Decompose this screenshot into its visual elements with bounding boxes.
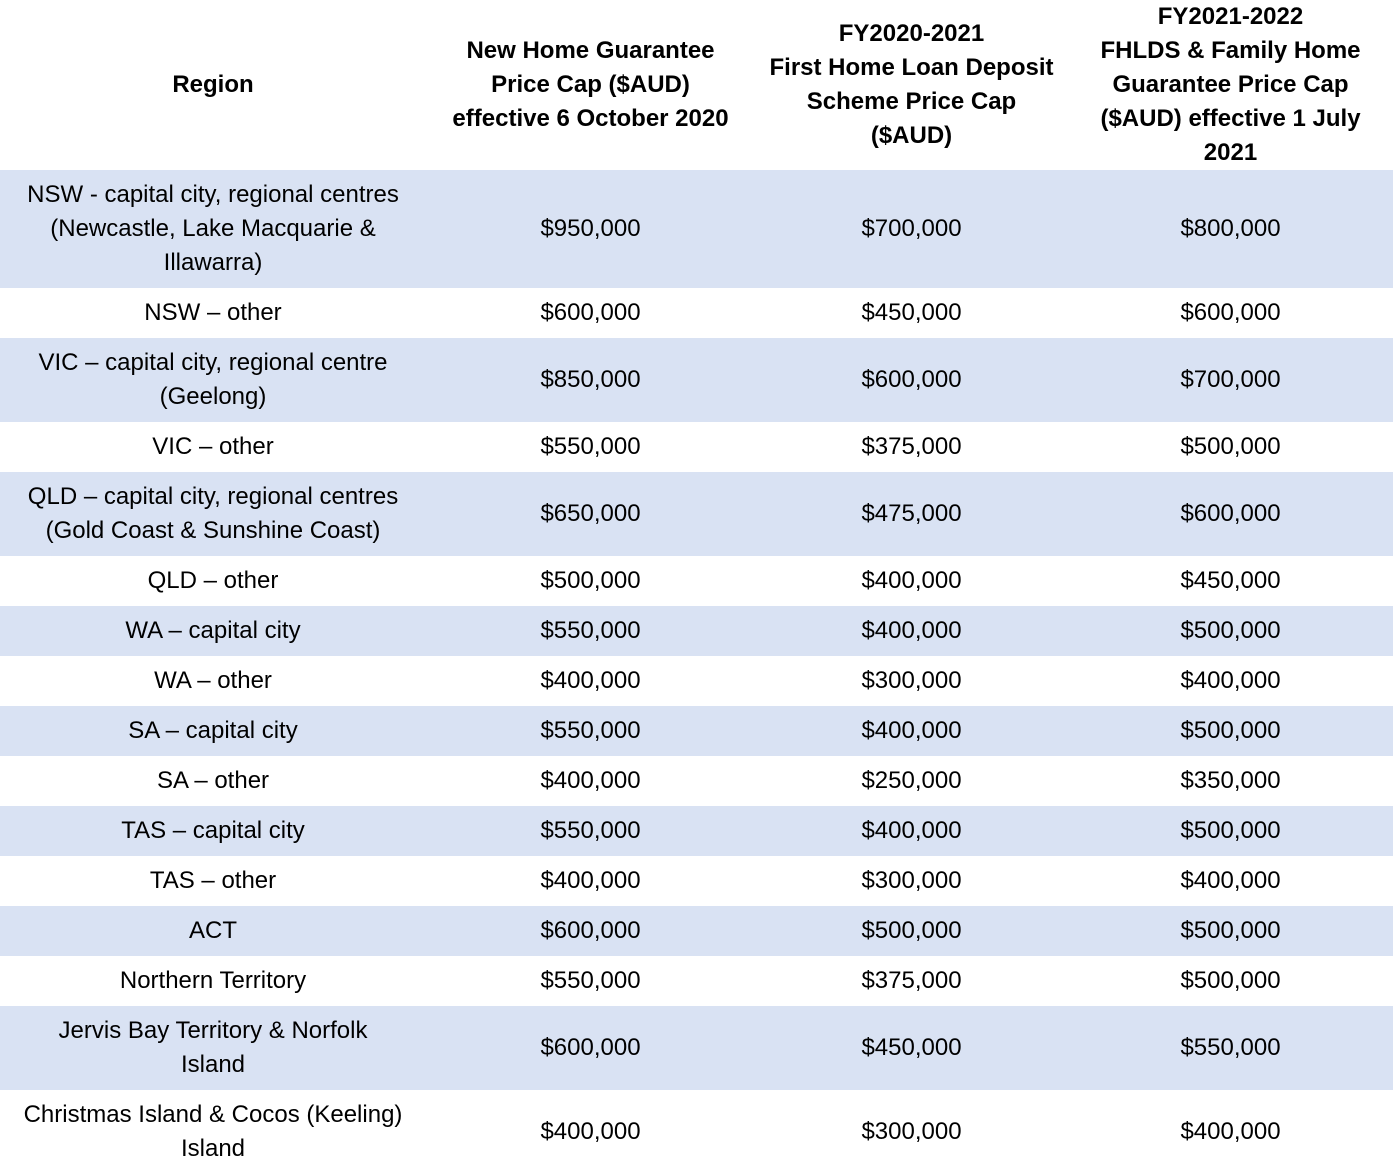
region-line: (Newcastle, Lake Macquarie & [50,215,376,242]
new-home-cap-cell: $400,000 [426,856,755,906]
header-line: FHLDS & Family Home [1100,37,1361,64]
region-cell [0,906,426,956]
new-home-cap-cell: $650,000 [426,472,755,556]
new-home-cap-cell: $550,000 [426,806,755,856]
fy2021-cap-cell: $500,000 [1068,606,1393,656]
fy2020-cap-cell: $300,000 [755,656,1068,706]
fy2021-cap-cell: $500,000 [1068,706,1393,756]
region-cell [0,1090,426,1174]
fy2021-cap-cell: $600,000 [1068,288,1393,338]
header-fy2021-2022 [1068,0,1393,170]
header-region [0,0,426,170]
fy2021-cap-cell: $600,000 [1068,472,1393,556]
fy2020-cap-cell: $400,000 [755,706,1068,756]
table-row [0,906,1393,956]
region-cell [0,956,426,1006]
fy2021-cap-cell: $500,000 [1068,906,1393,956]
region-cell [0,1006,426,1090]
region-cell [0,706,426,756]
header-fy2020-2021 [755,0,1068,170]
table-row [0,422,1393,472]
header-line: First Home Loan Deposit [769,54,1054,81]
fy2020-cap-cell: $450,000 [755,288,1068,338]
header-line: Price Cap ($AUD) [491,71,690,98]
region-cell [0,422,426,472]
table-row [0,556,1393,606]
region-line: WA – other [154,667,272,694]
new-home-cap-cell: $550,000 [426,956,755,1006]
new-home-cap-cell: $600,000 [426,1006,755,1090]
region-cell [0,556,426,606]
table-row [0,756,1393,806]
region-line: Island [180,1051,246,1078]
header-line: Guarantee Price Cap [1112,71,1349,98]
fy2020-cap-cell: $500,000 [755,906,1068,956]
new-home-cap-cell: $400,000 [426,756,755,806]
header-line: ($AUD) effective 1 July [1100,105,1361,132]
fy2021-cap-cell: $450,000 [1068,556,1393,606]
new-home-cap-cell: $550,000 [426,422,755,472]
table-row [0,806,1393,856]
region-cell [0,288,426,338]
fy2021-cap-cell: $400,000 [1068,656,1393,706]
region-line: NSW - capital city, regional centres [27,181,399,208]
new-home-cap-cell: $850,000 [426,338,755,422]
region-line: Island [180,1135,246,1162]
region-line: NSW – other [144,299,282,326]
fy2021-cap-cell: $350,000 [1068,756,1393,806]
header-row [0,0,1393,170]
region-line: Illawarra) [163,249,263,276]
new-home-cap-cell: $400,000 [426,1090,755,1174]
table-row [0,606,1393,656]
fy2021-cap-cell: $400,000 [1068,856,1393,906]
new-home-cap-cell: $600,000 [426,288,755,338]
header-line: New Home Guarantee [466,37,715,64]
region-line: QLD – other [147,567,279,594]
region-line: TAS – other [149,867,277,894]
new-home-cap-cell: $400,000 [426,656,755,706]
region-cell [0,606,426,656]
table-row [0,856,1393,906]
region-line: WA – capital city [125,617,301,644]
header-line: ($AUD) [870,122,953,149]
region-cell [0,338,426,422]
table-row [0,1090,1393,1174]
fy2020-cap-cell: $375,000 [755,956,1068,1006]
table-row [0,170,1393,288]
table-row [0,288,1393,338]
fy2021-cap-cell: $500,000 [1068,956,1393,1006]
table-row [0,706,1393,756]
region-line: (Geelong) [159,383,267,410]
header-line: Scheme Price Cap [806,88,1017,115]
region-cell [0,170,426,288]
table-row [0,338,1393,422]
header-new-home-guarantee [426,0,755,170]
fy2020-cap-cell: $400,000 [755,556,1068,606]
fy2020-cap-cell: $400,000 [755,606,1068,656]
region-cell [0,806,426,856]
fy2020-cap-cell: $600,000 [755,338,1068,422]
region-line: VIC – capital city, regional centre [38,349,388,376]
region-line: TAS – capital city [121,817,305,844]
fy2021-cap-cell: $800,000 [1068,170,1393,288]
fy2020-cap-cell: $475,000 [755,472,1068,556]
fy2020-cap-cell: $300,000 [755,1090,1068,1174]
fy2021-cap-cell: $500,000 [1068,422,1393,472]
fy2020-cap-cell: $300,000 [755,856,1068,906]
fy2021-cap-cell: $700,000 [1068,338,1393,422]
region-cell [0,856,426,906]
fy2021-cap-cell: $500,000 [1068,806,1393,856]
fy2020-cap-cell: $375,000 [755,422,1068,472]
region-line: (Gold Coast & Sunshine Coast) [45,517,381,544]
header-line: FY2020-2021 [838,20,985,47]
header-line: FY2021-2022 [1157,3,1304,30]
fy2020-cap-cell: $400,000 [755,806,1068,856]
fy2021-cap-cell: $550,000 [1068,1006,1393,1090]
region-cell [0,756,426,806]
table-row [0,472,1393,556]
table-row [0,956,1393,1006]
table-row [0,1006,1393,1090]
fy2021-cap-cell: $400,000 [1068,1090,1393,1174]
region-cell [0,472,426,556]
region-cell [0,656,426,706]
header-line: 2021 [1203,139,1258,166]
region-line: QLD – capital city, regional centres [27,483,399,510]
region-line: VIC – other [152,433,274,460]
fy2020-cap-cell: $700,000 [755,170,1068,288]
header-region-label: Region [172,71,254,98]
header-line: effective 6 October 2020 [452,105,729,132]
region-line: SA – capital city [128,717,298,744]
fy2020-cap-cell: $450,000 [755,1006,1068,1090]
new-home-cap-cell: $600,000 [426,906,755,956]
fy2020-cap-cell: $250,000 [755,756,1068,806]
new-home-cap-cell: $950,000 [426,170,755,288]
new-home-cap-cell: $500,000 [426,556,755,606]
new-home-cap-cell: $550,000 [426,706,755,756]
region-line: ACT [189,917,237,944]
region-line: SA – other [156,767,270,794]
region-line: Jervis Bay Territory & Norfolk [58,1017,368,1044]
table-row [0,656,1393,706]
region-line: Christmas Island & Cocos (Keeling) [23,1101,403,1128]
region-line: Northern Territory [119,967,307,994]
new-home-cap-cell: $550,000 [426,606,755,656]
